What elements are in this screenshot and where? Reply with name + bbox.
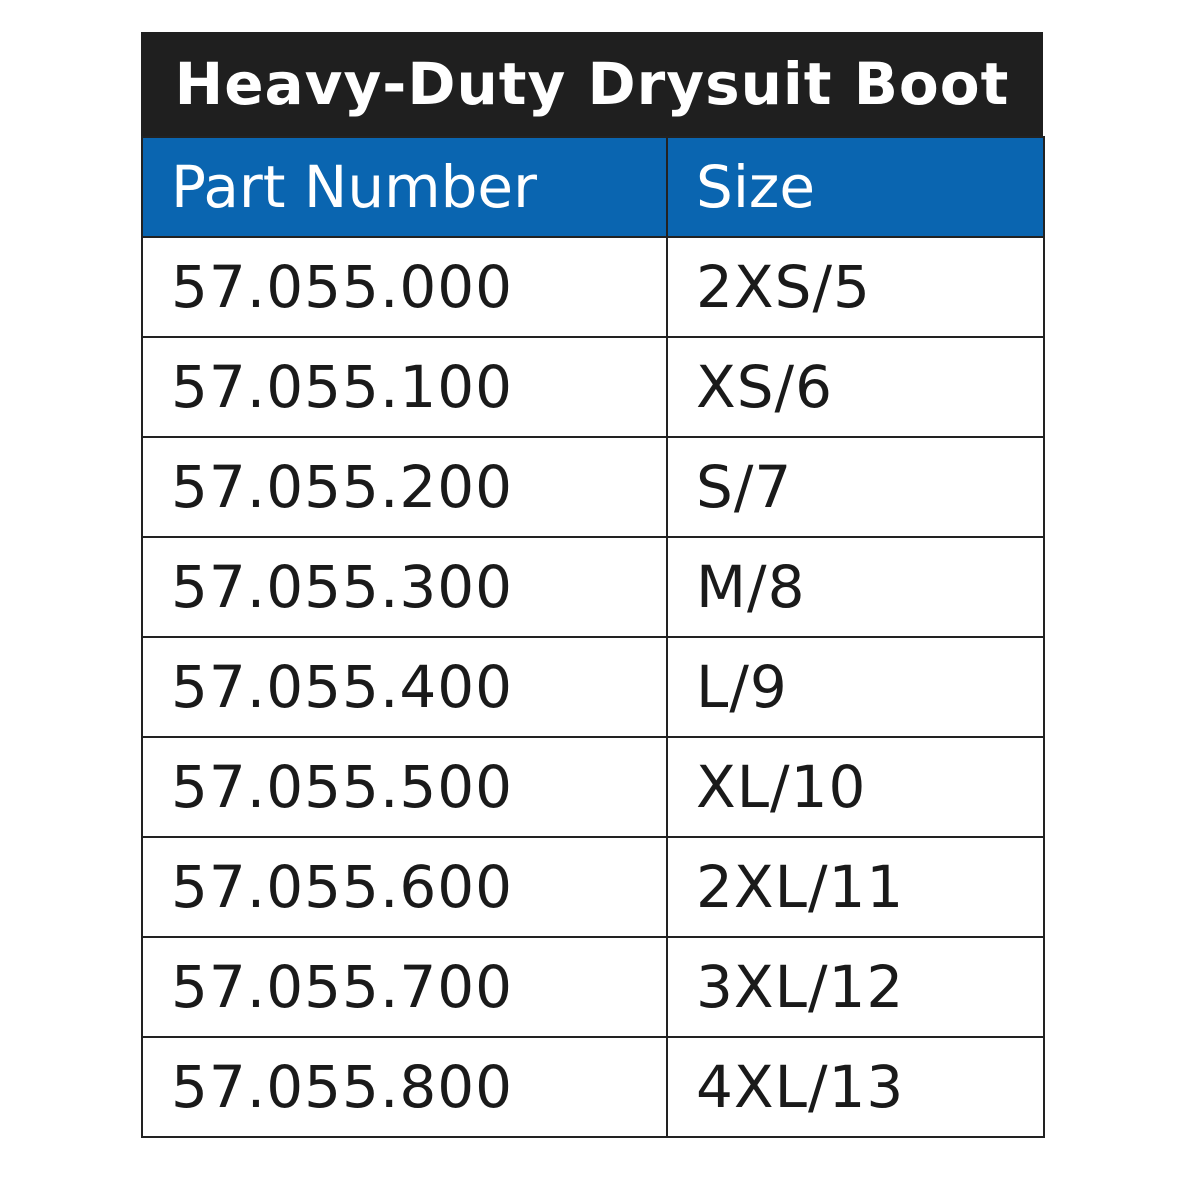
table-row — [142, 437, 1044, 537]
part-number-cell: 57.055.800 — [142, 1037, 667, 1137]
table-row — [142, 1037, 1044, 1137]
header-row — [142, 137, 1044, 237]
column-header-part-number: Part Number — [142, 137, 667, 237]
column-header-size: Size — [667, 137, 1044, 237]
table-row — [142, 337, 1044, 437]
size-table — [141, 136, 1045, 1138]
table-row — [142, 937, 1044, 1037]
table-title: Heavy-Duty Drysuit Boot — [141, 32, 1043, 136]
size-cell: S/7 — [667, 437, 1044, 537]
part-number-cell: 57.055.000 — [142, 237, 667, 337]
size-cell: 2XL/11 — [667, 837, 1044, 937]
size-cell: XS/6 — [667, 337, 1044, 437]
size-cell: XL/10 — [667, 737, 1044, 837]
size-cell: 3XL/12 — [667, 937, 1044, 1037]
part-number-cell: 57.055.100 — [142, 337, 667, 437]
table-row — [142, 637, 1044, 737]
part-number-cell: 57.055.700 — [142, 937, 667, 1037]
table-row — [142, 837, 1044, 937]
part-number-cell: 57.055.600 — [142, 837, 667, 937]
part-number-cell: 57.055.500 — [142, 737, 667, 837]
table-row — [142, 737, 1044, 837]
size-chart — [141, 32, 1043, 1138]
size-cell: 4XL/13 — [667, 1037, 1044, 1137]
part-number-cell: 57.055.200 — [142, 437, 667, 537]
size-cell: 2XS/5 — [667, 237, 1044, 337]
part-number-cell: 57.055.300 — [142, 537, 667, 637]
part-number-cell: 57.055.400 — [142, 637, 667, 737]
size-cell: L/9 — [667, 637, 1044, 737]
table-row — [142, 537, 1044, 637]
size-cell: M/8 — [667, 537, 1044, 637]
table-row — [142, 237, 1044, 337]
